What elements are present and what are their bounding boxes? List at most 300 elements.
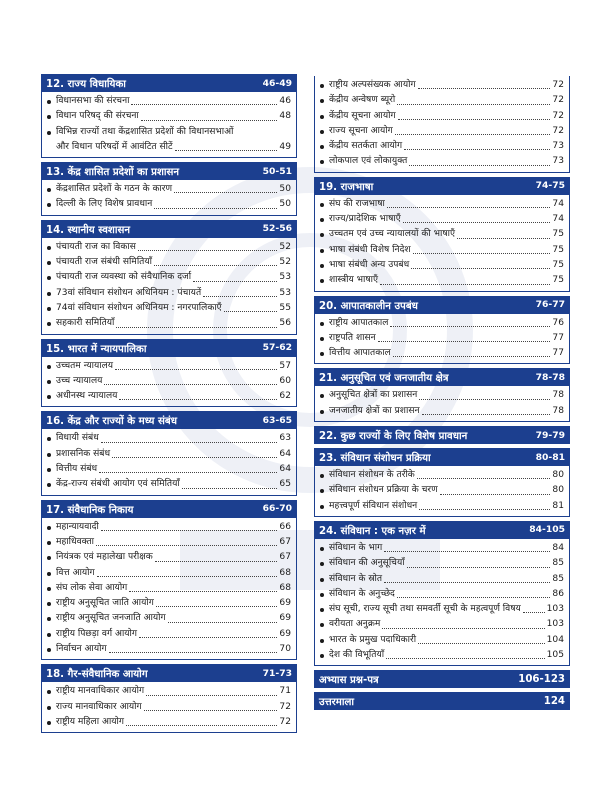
- entry-page: 53: [279, 287, 291, 298]
- toc-entry[interactable]: [56, 389, 291, 404]
- appendix-title: उत्तरमाला: [319, 697, 355, 709]
- dot-leader: [109, 652, 278, 653]
- dot-leader: [384, 551, 550, 552]
- chapter-heading: [46, 413, 177, 427]
- entry-page: 53: [279, 272, 291, 283]
- entry-page: 66: [279, 521, 291, 532]
- toc-entry[interactable]: [56, 520, 291, 535]
- chapter-heading: [46, 502, 133, 516]
- chapter-entries: [41, 682, 297, 733]
- entry-page: 76: [552, 317, 564, 328]
- entry-title: दिल्ली के लिए विशेष प्रावधान: [56, 199, 153, 210]
- chapter-title: राज्य विधायिका: [67, 79, 126, 90]
- entry-page: 67: [279, 552, 291, 563]
- chapter-number: 15.: [46, 343, 65, 355]
- dot-leader: [403, 222, 551, 223]
- toc-entry[interactable]: [56, 447, 291, 462]
- chapter-section: [314, 521, 570, 666]
- entry-page: 80: [552, 470, 564, 481]
- toc-entry[interactable]: [56, 125, 291, 156]
- entry-title-cont: और विधान परिषदों में आवंटित सीटें: [56, 141, 173, 152]
- chapter-header[interactable]: [314, 426, 570, 444]
- dot-leader: [174, 192, 277, 193]
- entry-title: विधायी संबंध: [56, 433, 99, 444]
- entry-page: 50: [279, 184, 291, 195]
- chapter-entries: [41, 357, 297, 408]
- chapter-header[interactable]: [314, 521, 570, 539]
- toc-entry[interactable]: [329, 93, 564, 108]
- chapter-number: 20.: [319, 300, 338, 312]
- entry-title: संविधान संशोधन के तरीके: [329, 470, 415, 481]
- chapter-pages: 57-62: [262, 342, 292, 354]
- entry-title: राज्य मानवाधिकार आयोग: [56, 701, 142, 712]
- chapter-number: 21.: [319, 373, 338, 385]
- chapter-heading: [319, 179, 373, 193]
- entry-title: विधान परिषद् की संरचना: [56, 111, 139, 122]
- dot-leader: [224, 311, 278, 312]
- chapter-section: [41, 664, 297, 733]
- toc-entry[interactable]: [56, 462, 291, 477]
- dot-leader: [193, 281, 277, 282]
- toc-entry[interactable]: [56, 581, 291, 596]
- entry-title: उच्चतम न्यायालय: [56, 360, 114, 371]
- dot-leader: [398, 119, 551, 120]
- toc-entry[interactable]: [329, 109, 564, 124]
- dot-leader: [126, 725, 277, 726]
- chapter-title: संवैधानिक निकाय: [67, 504, 134, 516]
- dot-leader: [397, 597, 551, 598]
- toc-entry[interactable]: [329, 316, 564, 331]
- entry-page: 65: [279, 479, 291, 490]
- appendix-pages: 124: [543, 695, 565, 707]
- entry-title: वित्तीय संबंध: [56, 464, 98, 475]
- entry-page: 49: [279, 141, 291, 152]
- toc-entry[interactable]: [56, 684, 291, 699]
- entry-page: 46: [279, 96, 291, 106]
- entry-title: संविधान की अनुसूचियाँ: [329, 558, 405, 569]
- chapter-section: [41, 411, 297, 495]
- dot-leader: [417, 478, 551, 479]
- chapter-number: 12.: [46, 79, 65, 90]
- entry-page: 62: [279, 391, 291, 402]
- chapter-section: [41, 339, 297, 408]
- dot-leader: [378, 341, 551, 342]
- dot-leader: [523, 612, 545, 613]
- toc-entry[interactable]: [329, 556, 564, 571]
- chapter-header[interactable]: [41, 162, 297, 180]
- dot-leader: [404, 149, 550, 150]
- dot-leader: [413, 253, 551, 254]
- entry-page: 69: [279, 598, 291, 609]
- chapter-section: [314, 296, 570, 365]
- entry-page: 104: [546, 634, 564, 645]
- dot-leader: [419, 509, 550, 510]
- dot-leader: [422, 414, 551, 415]
- entry-title: भारत के प्रमुख पदाधिकारी: [329, 634, 417, 645]
- entry-page: 57: [279, 360, 291, 371]
- entry-page: 81: [552, 500, 564, 511]
- toc-entry[interactable]: [329, 602, 564, 617]
- chapter-pages: 66-70: [262, 503, 292, 515]
- appendix-header[interactable]: [314, 670, 570, 688]
- entry-title: पंचायती राज व्यवस्था को संवैधानिक दर्जा: [56, 272, 192, 283]
- toc-entry[interactable]: [329, 587, 564, 602]
- toc-entry[interactable]: [56, 611, 291, 626]
- chapter-number: 23.: [319, 453, 338, 465]
- toc-entry[interactable]: [56, 316, 291, 331]
- entry-page: 105: [546, 650, 564, 661]
- toc-entry[interactable]: [329, 468, 564, 483]
- toc-entry[interactable]: [56, 109, 291, 124]
- dot-leader: [168, 622, 278, 623]
- entry-title: वरीयता अनुक्रम: [329, 619, 381, 630]
- dot-leader: [419, 399, 550, 400]
- entry-page: 73: [552, 156, 564, 167]
- toc-entry[interactable]: [329, 331, 564, 346]
- entry-title: संविधान के अनुच्छेद: [329, 588, 395, 599]
- entry-page: 60: [279, 375, 291, 386]
- toc-entry[interactable]: [56, 566, 291, 581]
- toc-entry[interactable]: [329, 258, 564, 273]
- chapter-section: [314, 426, 570, 444]
- entry-title: संघ की राजभाषा: [329, 198, 385, 209]
- toc-entry[interactable]: [56, 374, 291, 389]
- toc-entry[interactable]: [56, 240, 291, 255]
- chapter-number: 22.: [319, 431, 338, 443]
- chapter-title: संविधान संशोधन प्रक्रिया: [340, 453, 431, 465]
- chapter-number: 14.: [46, 224, 65, 236]
- toc-entry[interactable]: [329, 227, 564, 242]
- chapter-heading: [46, 341, 146, 355]
- dot-leader: [144, 710, 278, 711]
- appendix-header[interactable]: [314, 692, 570, 710]
- entry-title: भाषा संबंधी विशेष निदेश: [329, 244, 411, 255]
- dot-leader: [156, 606, 278, 607]
- dot-leader: [129, 591, 277, 592]
- chapter-section: [41, 162, 297, 216]
- dot-leader: [418, 88, 551, 89]
- entry-title: सहकारी समितियाँ: [56, 318, 115, 329]
- toc-entry[interactable]: [329, 404, 564, 419]
- toc-entry[interactable]: [56, 596, 291, 611]
- entry-page: 63: [279, 433, 291, 444]
- chapter-title: अनुसूचित एवं जनजातीय क्षेत्र: [340, 373, 449, 385]
- entry-title: संविधान के स्रोत: [329, 573, 383, 584]
- entry-page: 103: [546, 619, 564, 630]
- toc-entry[interactable]: [329, 78, 564, 93]
- chapter-section: [314, 177, 570, 292]
- toc-entry[interactable]: [329, 572, 564, 587]
- entry-title: केंद्रीय सूचना आयोग: [329, 110, 396, 121]
- toc-entry[interactable]: [56, 359, 291, 374]
- appendix-pages: 106-123: [518, 673, 565, 685]
- dot-leader: [155, 561, 278, 562]
- toc-entry[interactable]: [329, 273, 564, 288]
- dot-leader: [409, 165, 550, 166]
- toc-entry[interactable]: [56, 255, 291, 270]
- chapter-number: 18.: [46, 669, 65, 681]
- entry-page: 80: [552, 485, 564, 496]
- dot-leader: [115, 369, 277, 370]
- toc-entry[interactable]: [56, 431, 291, 446]
- chapter-header[interactable]: [41, 500, 297, 518]
- toc-entry[interactable]: [329, 541, 564, 556]
- toc-entry[interactable]: [329, 483, 564, 498]
- dot-leader: [395, 134, 551, 135]
- toc-entry[interactable]: [329, 197, 564, 212]
- dot-leader: [411, 268, 550, 269]
- dot-leader: [101, 530, 278, 531]
- chapter-pages: 50-51: [262, 165, 292, 177]
- entry-title: शास्त्रीय भाषाएँ: [329, 275, 379, 286]
- dot-leader: [99, 472, 277, 473]
- chapter-heading: [46, 222, 130, 236]
- dot-leader: [139, 637, 277, 638]
- chapter-header[interactable]: [314, 177, 570, 195]
- toc-entry[interactable]: [329, 243, 564, 258]
- dot-leader: [154, 265, 277, 266]
- dot-leader: [382, 628, 544, 629]
- toc-entry[interactable]: [329, 346, 564, 361]
- entry-title: वित्तीय आपातकाल: [329, 348, 391, 359]
- chapter-heading: [46, 666, 148, 680]
- toc-entry[interactable]: [329, 154, 564, 169]
- chapter-number: 24.: [319, 525, 338, 537]
- chapter-heading: [319, 428, 467, 442]
- left-column: [41, 74, 297, 737]
- entry-page: 64: [279, 464, 291, 475]
- chapter-entries: [41, 92, 297, 158]
- toc-entry[interactable]: [329, 124, 564, 139]
- entry-title: विधानसभा की संरचना: [56, 96, 130, 106]
- chapter-header[interactable]: [41, 411, 297, 429]
- chapter-title: केंद्र शासित प्रदेशों का प्रशासन: [67, 167, 180, 179]
- entry-title: केंद्रीय अन्वेषण ब्यूरो: [329, 95, 396, 106]
- entry-title: 74वां संविधान संशोधन अधिनियम : नगरपालिकाएँ: [56, 302, 222, 313]
- dot-leader: [384, 582, 550, 583]
- chapter-pages: 74-75: [535, 180, 565, 192]
- entry-title: केंद्रीय सतर्कता आयोग: [329, 141, 403, 152]
- dot-leader: [182, 488, 278, 489]
- entry-title: पंचायती राज संबंधी समितियाँ: [56, 257, 152, 268]
- right-column: [314, 76, 570, 714]
- entry-title: राष्ट्रीय महिला आयोग: [56, 716, 124, 727]
- entry-title: 73वां संविधान संशोधन अधिनियम : पंचायतें: [56, 287, 202, 298]
- chapter-number: 19.: [319, 181, 338, 193]
- entry-title: केंद्रशासित प्रदेशों के गठन के कारण: [56, 184, 173, 195]
- toc-entry[interactable]: [329, 648, 564, 663]
- chapter-entries: [314, 539, 570, 666]
- toc-entry[interactable]: [56, 477, 291, 492]
- chapter-pages: 78-78: [535, 371, 565, 383]
- toc-entry[interactable]: [56, 642, 291, 657]
- dot-leader: [418, 643, 545, 644]
- entry-title: राष्ट्रीय अनुसूचित जनजाति आयोग: [56, 613, 166, 624]
- dot-leader: [96, 545, 277, 546]
- entry-page: 72: [552, 125, 564, 136]
- entry-page: 71: [279, 686, 291, 697]
- entry-page: 69: [279, 628, 291, 639]
- entry-title: राष्ट्रीय अल्पसंख्यक आयोग: [329, 80, 416, 90]
- entry-page: 74: [552, 214, 564, 225]
- entry-page: 84: [552, 542, 564, 553]
- entry-page: 75: [552, 244, 564, 255]
- entry-title: उच्च न्यायालय: [56, 375, 103, 386]
- entry-title: संविधान संशोधन प्रक्रिया के चरण: [329, 485, 438, 496]
- chapter-header[interactable]: [314, 296, 570, 314]
- chapter-section: [41, 74, 297, 158]
- entry-title: जनजातीय क्षेत्रों का प्रशासन: [329, 405, 420, 416]
- entry-title: महाधिवक्ता: [56, 536, 95, 547]
- dot-leader: [131, 104, 277, 105]
- chapter-entries: [314, 195, 570, 292]
- toc-entry[interactable]: [56, 94, 291, 109]
- chapter-entries: [314, 386, 570, 422]
- entry-page: 74: [552, 198, 564, 209]
- entry-page: 56: [279, 318, 291, 329]
- entry-page: 75: [552, 275, 564, 286]
- entry-title: देश की विभूतियाँ: [329, 650, 385, 661]
- chapter-title: भारत में न्यायपालिका: [67, 343, 147, 355]
- chapter-heading: [319, 523, 426, 537]
- entry-page: 72: [552, 95, 564, 106]
- toc-entry[interactable]: [329, 212, 564, 227]
- entry-title: राष्ट्रीय आपातकाल: [329, 317, 389, 328]
- chapter-title: आपातकालीन उपबंध: [340, 300, 418, 312]
- entry-title: पंचायती राज का विकास: [56, 241, 136, 252]
- chapter-pages: 76-77: [535, 299, 565, 311]
- entry-title: नियंत्रक एवं महालेखा परीक्षक: [56, 552, 153, 563]
- dot-leader: [386, 658, 545, 659]
- toc-entry[interactable]: [56, 550, 291, 565]
- entry-page: 68: [279, 582, 291, 593]
- entry-title: राष्ट्रीय पिछड़ा वर्ग आयोग: [56, 628, 138, 639]
- entry-page: 50: [279, 199, 291, 210]
- chapter-section: [41, 220, 297, 335]
- entry-title: राष्ट्रीय अनुसूचित जाति आयोग: [56, 598, 154, 609]
- entry-title: महत्त्वपूर्ण संविधान संशोधन: [329, 500, 418, 511]
- chapter-header[interactable]: [314, 368, 570, 386]
- entry-title: राष्ट्रीय मानवाधिकार आयोग: [56, 686, 145, 697]
- chapter-title: संविधान : एक नज़र में: [340, 525, 426, 537]
- chapter-number: 16.: [46, 416, 65, 428]
- chapter-pages: 52-56: [262, 223, 292, 235]
- entry-page: 72: [279, 701, 291, 712]
- toc-entry[interactable]: [329, 617, 564, 632]
- chapter-title: केंद्र और राज्यों के मध्य संबंध: [67, 416, 177, 428]
- dot-leader: [119, 399, 277, 400]
- chapter-header[interactable]: [41, 74, 297, 92]
- chapter-pages: 84-105: [529, 524, 565, 536]
- entry-page: 72: [279, 716, 291, 727]
- continued-section: [314, 76, 570, 173]
- toc-entry[interactable]: [56, 301, 291, 316]
- dot-leader: [457, 238, 550, 239]
- chapter-header[interactable]: [314, 448, 570, 466]
- entry-page: 52: [279, 241, 291, 252]
- toc-entry[interactable]: [56, 286, 291, 301]
- dot-leader: [116, 327, 277, 328]
- entry-page: 69: [279, 613, 291, 624]
- entry-page: 48: [279, 111, 291, 122]
- entry-page: 64: [279, 448, 291, 459]
- entry-page: 73: [552, 141, 564, 152]
- toc-entry[interactable]: [56, 627, 291, 642]
- entry-title: वित्त आयोग: [56, 567, 95, 578]
- toc-entry[interactable]: [56, 700, 291, 715]
- chapter-section: [41, 500, 297, 661]
- toc-entry[interactable]: [329, 499, 564, 514]
- chapter-header[interactable]: [41, 664, 297, 682]
- dot-leader: [146, 695, 277, 696]
- toc-entry[interactable]: [329, 139, 564, 154]
- entry-page: 70: [279, 644, 291, 655]
- dot-leader: [390, 326, 550, 327]
- chapter-number: 13.: [46, 167, 65, 179]
- dot-leader: [380, 284, 550, 285]
- entry-page: 72: [552, 110, 564, 121]
- toc-entry[interactable]: [56, 270, 291, 285]
- dot-leader: [138, 250, 278, 251]
- toc-entry[interactable]: [56, 197, 291, 212]
- entry-page: 67: [279, 536, 291, 547]
- entry-page: 75: [552, 229, 564, 240]
- toc-entry[interactable]: [329, 388, 564, 403]
- entry-page: 77: [552, 332, 564, 343]
- chapter-heading: [46, 76, 126, 90]
- entry-title: संघ सूची, राज्य सूची तथा समवर्ती सूची के महत्वपूर्ण विषय: [329, 604, 521, 615]
- chapter-heading: [46, 164, 179, 178]
- entry-title: केंद्र-राज्य संबंधी आयोग एवं समितियाँ: [56, 479, 180, 490]
- chapter-header[interactable]: [41, 220, 297, 238]
- entry-title: महान्यायवादी: [56, 521, 99, 532]
- chapter-heading: [319, 298, 418, 312]
- entry-page: 77: [552, 348, 564, 359]
- chapter-title: गैर-संवैधानिक आयोग: [67, 669, 148, 681]
- toc-entry[interactable]: [56, 535, 291, 550]
- chapter-entries: [314, 466, 570, 517]
- entry-title: राज्य सूचना आयोग: [329, 125, 393, 136]
- entry-title: विभिन्न राज्यों तथा केंद्रशासित प्रदेशों की विधानसभाओं: [56, 126, 234, 137]
- entry-page: 86: [552, 588, 564, 599]
- chapter-entries: [41, 429, 297, 495]
- toc-entry[interactable]: [56, 715, 291, 730]
- toc-entry[interactable]: [56, 182, 291, 197]
- continued-entries: [314, 76, 570, 173]
- entry-page: 85: [552, 558, 564, 569]
- entry-page: 72: [552, 80, 564, 90]
- dot-leader: [203, 296, 277, 297]
- entry-title: संघ लोक सेवा आयोग: [56, 582, 128, 593]
- toc-entry[interactable]: [329, 633, 564, 648]
- chapter-entries: [41, 180, 297, 216]
- chapter-heading: [319, 450, 431, 464]
- chapter-title: राजभाषा: [340, 181, 374, 193]
- dot-leader: [112, 457, 277, 458]
- dot-leader: [97, 576, 278, 577]
- dot-leader: [104, 384, 277, 385]
- entry-title: लोकपाल एवं लोकायुक्त: [329, 156, 408, 167]
- entry-title: संविधान के भाग: [329, 542, 383, 553]
- chapter-number: 17.: [46, 504, 65, 516]
- chapter-title: कुछ राज्यों के लिए विशेष प्रावधान: [340, 431, 468, 443]
- entry-page: 68: [279, 567, 291, 578]
- chapter-entries: [314, 314, 570, 365]
- chapter-header[interactable]: [41, 339, 297, 357]
- entry-title: अधीनस्थ न्यायालय: [56, 391, 118, 402]
- chapter-title: स्थानीय स्वशासन: [67, 224, 130, 236]
- dot-leader: [397, 104, 550, 105]
